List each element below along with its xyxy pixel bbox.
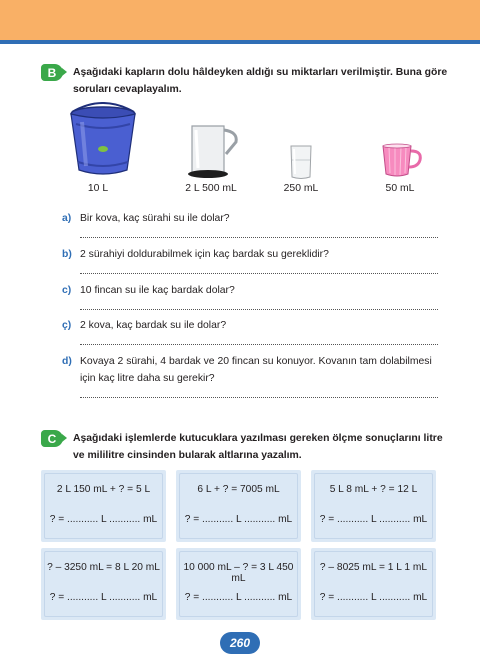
- section-c-badge: C: [41, 430, 63, 447]
- section-c-instruction: Aşağıdaki işlemlerde kutucuklara yazılması gereken ölçme sonuçlarını litre ve mililitre cinsinden bularak altlarına yazalım.: [73, 433, 443, 461]
- card-equation: 2 L 150 mL + ? = 5 L: [56, 484, 151, 495]
- question-letter: ç): [62, 320, 72, 331]
- page-number: 260: [220, 632, 260, 654]
- card-answer[interactable]: ? = ........... L ........... mL: [319, 514, 428, 525]
- card-equation: ? – 8025 mL = 1 L 1 mL: [319, 562, 428, 573]
- exercise-card: [176, 548, 301, 620]
- question-letter: b): [62, 249, 72, 260]
- card-equation: ? – 3250 mL = 8 L 20 mL: [47, 562, 160, 573]
- question-text: 2 sürahiyi doldurabilmek için kaç bardak su gereklidir?: [80, 249, 329, 260]
- card-answer[interactable]: ? = ........... L ........... mL: [184, 592, 293, 603]
- card-equation: 5 L 8 mL + ? = 12 L: [329, 484, 418, 495]
- card-equation: 10 000 mL – ? = 3 L 450 mL: [183, 562, 294, 584]
- cup-label: 50 mL: [385, 183, 415, 194]
- question-letter: a): [62, 213, 72, 224]
- bucket-icon: [68, 102, 138, 183]
- question-text: Bir kova, kaç sürahi su ile dolar?: [80, 213, 230, 224]
- card-answer[interactable]: ? = ........... L ........... mL: [319, 592, 428, 603]
- exercise-card: [311, 548, 436, 620]
- jug-label: 2 L 500 mL: [185, 183, 237, 194]
- glass-label: 250 mL: [283, 183, 319, 194]
- question-cc: [62, 317, 442, 334]
- question-c: [62, 282, 442, 299]
- question-text: 10 fincan su ile kaç bardak dolar?: [80, 285, 235, 296]
- question-letter: d): [62, 356, 72, 367]
- exercise-card: [311, 470, 436, 542]
- card-answer[interactable]: ? = ........... L ........... mL: [49, 514, 158, 525]
- answer-line[interactable]: [80, 237, 438, 238]
- question-a: [62, 210, 442, 227]
- card-equation: 6 L + ? = 7005 mL: [197, 484, 280, 495]
- bucket-label: 10 L: [87, 183, 109, 194]
- section-b-instruction: Aşağıdaki kapların dolu hâldeyken aldığı su miktarları verilmiştir. Buna göre soruları cevaplayalım.: [73, 67, 448, 95]
- question-text: 2 kova, kaç bardak su ile dolar?: [80, 320, 227, 331]
- exercise-card: [41, 548, 166, 620]
- answer-line[interactable]: [80, 273, 438, 274]
- header-band: [0, 0, 480, 40]
- question-text: Kovaya 2 sürahi, 4 bardak ve 20 fincan su konuyor. Kovanın tam dolabilmesi için kaç litre daha su gerekir?: [80, 356, 432, 384]
- cup-icon: [380, 143, 424, 184]
- card-answer[interactable]: ? = ........... L ........... mL: [49, 592, 158, 603]
- header-rule: [0, 40, 480, 44]
- answer-line[interactable]: [80, 397, 438, 398]
- question-b: [62, 246, 442, 263]
- question-d: [62, 353, 442, 387]
- section-b-badge: B: [41, 64, 63, 81]
- question-letter: c): [62, 285, 72, 296]
- jug-icon: [186, 122, 242, 185]
- glass-icon: [289, 144, 313, 185]
- answer-line[interactable]: [80, 309, 438, 310]
- card-answer[interactable]: ? = ........... L ........... mL: [184, 514, 293, 525]
- exercise-card: [41, 470, 166, 542]
- answer-line[interactable]: [80, 344, 438, 345]
- exercise-card: [176, 470, 301, 542]
